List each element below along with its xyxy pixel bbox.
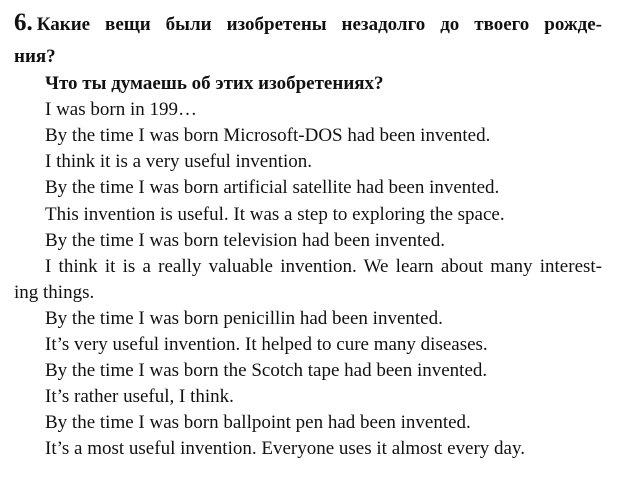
- answer-line: It’s a most useful invention. Everyone uses it almost every day.: [45, 438, 526, 459]
- answer-line-continuation: ing things.: [14, 282, 95, 303]
- exercise-number: 6.: [14, 9, 33, 36]
- answer-line: This invention is useful. It was a step to exploring the space.: [45, 204, 505, 225]
- answer-line: I think it is a very useful invention.: [45, 151, 313, 172]
- answer-line: By the time I was born ballpoint pen had been invented.: [45, 412, 471, 433]
- exercise-question-line-2: ния?: [14, 46, 56, 67]
- answer-line: By the time I was born Microsoft-DOS had been invented.: [45, 125, 491, 146]
- answer-line: By the time I was born penicillin had been invented.: [45, 308, 443, 329]
- answer-line: By the time I was born artificial satellite had been invented.: [45, 177, 500, 198]
- answer-line: It’s rather useful, I think.: [45, 386, 234, 407]
- answer-line: I think it is a really valuable invention. We learn about many interest-: [45, 256, 602, 277]
- answer-line: By the time I was born the Scotch tape had been invented.: [45, 360, 488, 381]
- exercise-question-line-1: [14, 10, 602, 39]
- exercise-question-text-1: Какие вещи были изобретены незадолго до твоего рожде-: [36, 14, 602, 35]
- answer-line: I was born in 199…: [45, 99, 197, 120]
- answer-line: By the time I was born television had been invented.: [45, 230, 445, 251]
- answer-line: It’s very useful invention. It helped to cure many diseases.: [45, 334, 488, 355]
- exercise-subquestion: Что ты думаешь об этих изобретениях?: [45, 73, 384, 94]
